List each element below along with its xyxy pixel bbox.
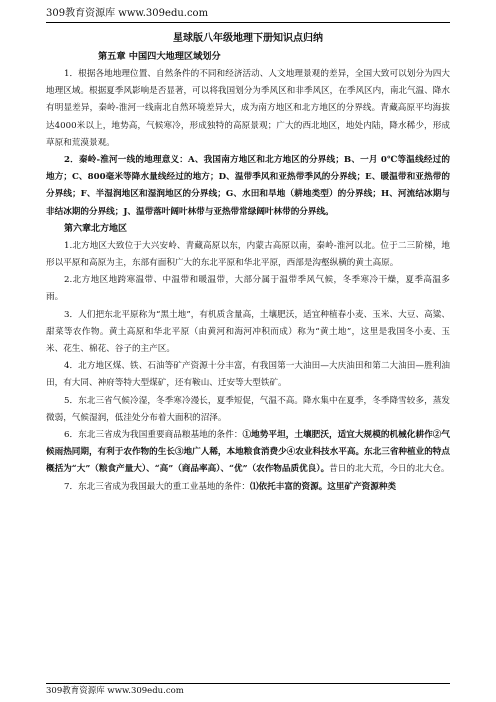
c6-paragraph-7 (46, 479, 450, 496)
page-footer: 309教育资源库 www.309edu.com (46, 686, 184, 696)
page-header: 309教育资源库 www.309edu.com (46, 8, 209, 19)
c6p6-conditions: ①地势平坦，土壤肥沃，适宜大规模的机械化耕作②气候雨热同期，有利于农作物的生长③地广人稀，本地粮食消费少④农业科技水平高。东北三省种植业的特点概括为“大”（粮食产量大）、“高”（商品率高）、“优”（农作物品质优良）。 (46, 430, 450, 475)
c5-paragraph-2: 2．秦岭-淮河一线的地理意义：A、我国南方地区和北方地区的分界线；B、一月 0℃等温线经过的地方；C、800毫米等降水量线经过的地方；D、温带季风和亚热带季风的分界线；E、暖温带和亚热带的分界线；F、半湿润地区和湿润地区的分界线；G、水田和旱地（耕地类型）的分界线；H、河流结冰期与非结冰期的分界线；J、温带落叶阔叶林带与亚热带常绿阔叶林带的分界线。 (46, 155, 450, 217)
document-body (46, 30, 450, 496)
c6-paragraph-1: 1.北方地区大致位于大兴安岭、青藏高原以东，内蒙古高原以南，秦岭-淮河以北。位于二三阶梯，地形以平原和高原为主，东部有面积广大的东北平原和华北平原，西部是沟壑纵横的黄土高原。 (46, 240, 450, 269)
doc-title: 星球版八年级地理下册知识点归纳 (173, 33, 323, 44)
c6-paragraph-2: 2.北方地区地跨寒温带、中温带和暖温带，大部分属于温带季风气候，冬季寒冷干燥，夏季高温多雨。 (46, 275, 450, 303)
c6p6-tail: 昔日的北大荒，今日的北大仓。 (329, 464, 450, 475)
c5-paragraph-1: 1．根据各地地理位置、自然条件的不同和经济活动、人文地理景观的差异，全国大致可以划分为四大地理区域。根据夏季风影响是否显著，可以将我国划分为季风区和非季风区，在季风区内，南北气温、降水有明显差异，秦岭-淮河一线南北自然环境差异大，成为南方地区和北方地区的分界线。青藏高原平均海拔达4000米以上，地势高，气候寒冷，形成独特的高原景观；广大的西北地区，地处内陆，降水稀少，形成草原和荒漠景观。 (46, 69, 450, 148)
chapter-6-heading: 第六章北方地区 (64, 223, 128, 234)
c6-paragraph-4: 4．北方地区煤、铁、石油等矿产资源十分丰富，有我国第一大油田—大庆油田和第二大油田—胜利油田，有大同、神府等特大型煤矿，还有鞍山、迁安等大型铁矿。 (46, 361, 450, 389)
c6p7-lead: 7．东北三省成为我国最大的重工业基地的条件： (64, 481, 250, 492)
chapter-5-heading: 第五章 中国四大地理区域划分 (98, 51, 221, 62)
c6p7-conditions: ⑴依托丰富的资源。这里矿产资源种类 (249, 481, 397, 492)
c6-paragraph-5: 5．东北三省气候冷湿，冬季寒冷漫长，夏季短促，气温不高。降水集中在夏季，冬季降雪较多，蒸发微弱，气候湿润，低洼处分布着大面积的沼泽。 (46, 395, 450, 423)
footer-rule (46, 683, 450, 684)
c6-paragraph-3: 3．人们把东北平原称为“黑土地”，有机质含量高，土壤肥沃，适宜种植春小麦、玉米、大豆、高粱、甜菜等农作物。黄土高原和华北平原（由黄河和海河冲积而成）称为“黄土地”，这里是我国冬小麦、玉米、花生、棉花、谷子的主产区。 (46, 309, 450, 355)
c6p6-lead: 6．东北三省成为我国重要商品粮基地的条件： (64, 430, 243, 441)
c6-paragraph-6 (46, 427, 450, 479)
header-rule (46, 22, 450, 23)
